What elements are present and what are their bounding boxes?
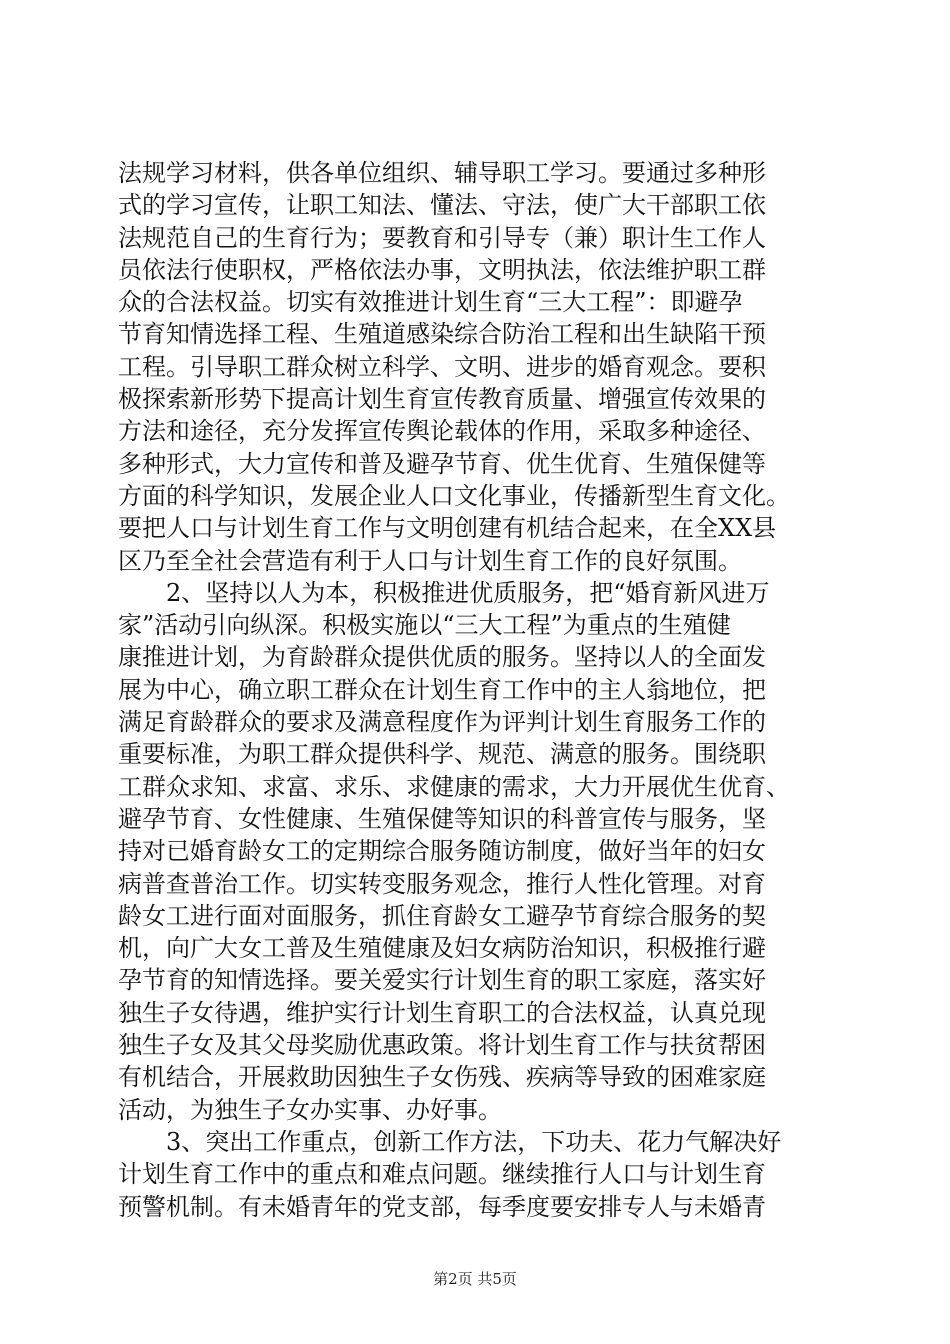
text-line: 预警机制。有未婚青年的党支部，每季度要安排专人与未婚青	[118, 1192, 766, 1221]
text-line: 计划生育工作中的重点和难点问题。继续推行人口与计划生育	[118, 1160, 766, 1189]
page-footer: 第2页 共5页	[433, 1270, 517, 1288]
text-line: 展为中心，确立职工群众在计划生育工作中的主人翁地位，把	[118, 675, 766, 704]
text-line: 多种形式，大力宣传和普及避孕节育、优生优育、生殖保健等	[118, 449, 766, 478]
text-line: 3、突出工作重点，创新工作方法，下功夫、花力气解决好	[118, 1127, 782, 1156]
text-line: 康推进计划，为育龄群众提供优质的服务。坚持以人的全面发	[118, 643, 766, 672]
text-line: 家”活动引向纵深。积极实施以“三大工程”为重点的生殖健	[118, 611, 731, 640]
text-line: 极探索新形势下提高计划生育宣传教育质量、增强宣传效果的	[118, 385, 766, 414]
text-line: 活动，为独生子女办实事、办好事。	[118, 1095, 502, 1124]
text-line: 区乃至全社会营造有利于人口与计划生育工作的良好氛围。	[118, 546, 742, 575]
text-line: 要把人口与计划生育工作与文明创建有机结合起来，在全XX县	[118, 514, 777, 543]
text-line: 方法和途径，充分发挥宣传舆论载体的作用，采取多种途径、	[118, 417, 766, 446]
text-line: 方面的科学知识，发展企业人口文化事业，传播新型生育文化。	[118, 481, 790, 510]
text-line: 员依法行使职权，严格依法办事，文明执法，依法维护职工群	[118, 255, 766, 284]
text-line: 式的学习宣传，让职工知法、懂法、守法，使广大干部职工依	[118, 191, 766, 220]
text-line: 独生子女待遇，维护实行计划生育职工的合法权益，认真兑现	[118, 998, 766, 1027]
text-line: 满足育龄群众的要求及满意程度作为评判计划生育服务工作的	[118, 708, 766, 737]
text-line: 众的合法权益。切实有效推进计划生育“三大工程”：即避孕	[118, 288, 743, 317]
text-line: 有机结合，开展救助因独生子女伤残、疾病等导致的困难家庭	[118, 1063, 766, 1092]
text-line: 孕节育的知情选择。要关爱实行计划生育的职工家庭，落实好	[118, 966, 766, 995]
text-line: 节育知情选择工程、生殖道感染综合防治工程和出生缺陷干预	[118, 320, 766, 349]
text-line: 独生子女及其父母奖励优惠政策。将计划生育工作与扶贫帮困	[118, 1031, 766, 1060]
text-line: 持对已婚育龄女工的定期综合服务随访制度，做好当年的妇女	[118, 837, 766, 866]
text-line: 避孕节育、女性健康、生殖保健等知识的科普宣传与服务，坚	[118, 804, 766, 833]
document-body	[118, 157, 838, 1223]
text-line: 工群众求知、求富、求乐、求健康的需求，大力开展优生优育、	[118, 772, 790, 801]
text-line: 法规学习材料，供各单位组织、辅导职工学习。要通过多种形	[118, 159, 766, 187]
text-line: 龄女工进行面对面服务，抓住育龄女工避孕节育综合服务的契	[118, 901, 766, 930]
text-line: 重要标准，为职工群众提供科学、规范、满意的服务。围绕职	[118, 740, 766, 769]
text-line: 机，向广大女工普及生殖健康及妇女病防治知识，积极推行避	[118, 934, 766, 963]
text-line: 2、坚持以人为本，积极推进优质服务，把“婚育新风进万	[118, 578, 770, 607]
text-line: 法规范自己的生育行为；要教育和引导专（兼）职计生工作人	[118, 223, 766, 252]
text-line: 工程。引导职工群众树立科学、文明、进步的婚育观念。要积	[118, 352, 766, 381]
text-line: 病普查普治工作。切实转变服务观念，推行人性化管理。对育	[118, 869, 766, 898]
